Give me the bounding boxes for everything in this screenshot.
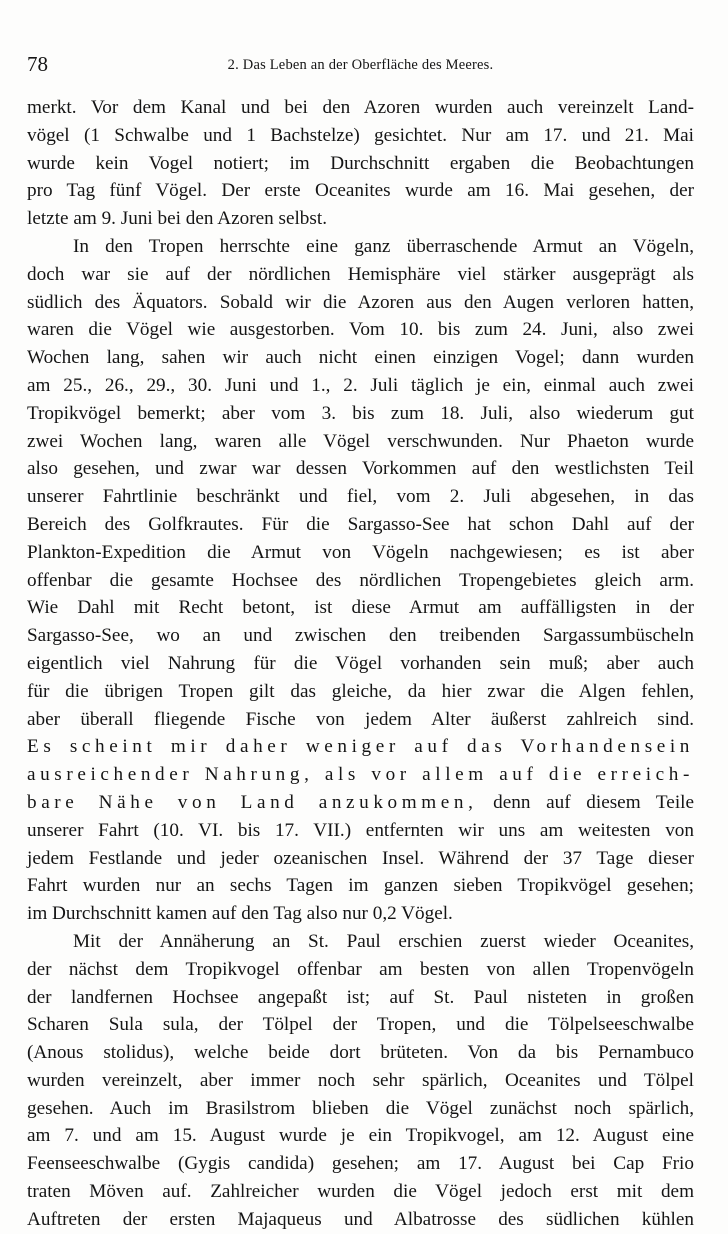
line-text: unserer Fahrtlinie beschränkt und fiel, vom 2. Juli abgesehen, in das <box>27 486 694 508</box>
line-text: Sargasso-See, wo an und zwischen den treibenden Sargassumbüscheln <box>27 625 694 647</box>
line-text: also gesehen, und zwar war dessen Vorkommen auf den westlichsten Teil <box>27 458 694 480</box>
line-text: gesehen. Auch im Brasilstrom blieben die Vögel zunächst noch spärlich, <box>27 1097 694 1119</box>
text-line <box>27 1095 694 1123</box>
line-text: In den Tropen herrschte eine ganz überraschende Armut an Vögeln, <box>73 235 694 257</box>
text-line <box>27 483 694 511</box>
text-line <box>27 344 694 372</box>
text-line <box>27 1039 694 1067</box>
text-line <box>27 678 694 706</box>
text-line <box>27 289 694 317</box>
line-text: pro Tag fünf Vögel. Der erste Oceanites wurde am 16. Mai gesehen, der <box>27 180 694 202</box>
text-line <box>27 594 694 622</box>
text-line <box>27 706 694 734</box>
line-text: (Anous stolidus), welche beide dort brüteten. Von da bis Pernambuco <box>27 1042 694 1064</box>
text-line <box>27 122 694 150</box>
line-text: Wie Dahl mit Recht betont, ist diese Armut am auffälligsten in der <box>27 597 694 619</box>
line-text: wurde kein Vogel notiert; im Durchschnitt ergaben die Beobachtungen <box>27 152 694 174</box>
line-text: Mit der Annäherung an St. Paul erschien zuerst wieder Oceanites, <box>73 930 694 952</box>
line-text: wurden vereinzelt, aber immer noch sehr spärlich, Oceanites und Tölpel <box>27 1069 694 1091</box>
line-text: Bereich des Golfkrautes. Für die Sargasso-See hat schon Dahl auf der <box>27 513 694 535</box>
line-text: denn auf diesem Teile <box>477 791 694 813</box>
body-text <box>27 94 694 1234</box>
spaced-emphasis-text: ausreichender Nahrung, als vor allem auf die erreich- <box>27 764 694 786</box>
line-text: Auftreten der ersten Majaqueus und Albatrosse des südlichen kühlen <box>27 1208 694 1230</box>
line-text: am 25., 26., 29., 30. Juni und 1., 2. Juli täglich je ein, einmal auch zwei <box>27 374 694 396</box>
text-line <box>27 817 694 845</box>
text-line <box>27 928 694 956</box>
text-line <box>27 761 694 789</box>
line-text: der landfernen Hochsee angepaßt ist; auf St. Paul nisteten in großen <box>27 986 694 1008</box>
line-text: waren die Vögel wie ausgestorben. Vom 10. bis zum 24. Juni, also zwei <box>27 319 694 341</box>
text-line <box>27 1122 694 1150</box>
text-line <box>27 205 694 233</box>
line-text: aber überall fliegende Fische von jedem Alter äußerst zahlreich sind. <box>27 708 694 730</box>
running-title: 2. Das Leben an der Oberfläche des Meeres. <box>227 57 494 73</box>
text-line <box>27 94 694 122</box>
text-line <box>27 733 694 761</box>
line-text: Fahrt wurden nur an sechs Tagen im ganzen sieben Tropikvögel gesehen; <box>27 875 694 897</box>
text-line <box>27 177 694 205</box>
line-text: am 7. und am 15. August wurde je ein Tropikvogel, am 12. August eine <box>27 1125 694 1147</box>
text-line <box>27 900 694 928</box>
line-text: merkt. Vor dem Kanal und bei den Azoren wurden auch vereinzelt Land- <box>27 97 694 118</box>
text-line <box>27 1067 694 1095</box>
spaced-emphasis-text: Es scheint mir daher weniger auf das Vorhandensein <box>27 736 694 758</box>
text-line <box>27 845 694 873</box>
line-text: für die übrigen Tropen gilt das gleiche, da hier zwar die Algen fehlen, <box>27 680 694 702</box>
line-text: doch war sie auf der nördlichen Hemisphäre viel stärker ausgeprägt als <box>27 263 694 285</box>
text-line <box>27 372 694 400</box>
text-line <box>27 956 694 984</box>
line-text: Scharen Sula sula, der Tölpel der Tropen, und die Tölpelseeschwalbe <box>27 1014 694 1036</box>
text-line <box>27 984 694 1012</box>
text-line <box>27 567 694 595</box>
text-line <box>27 539 694 567</box>
line-text: letzte am 9. Juni bei den Azoren selbst. <box>27 208 327 230</box>
line-text: südlich des Äquators. Sobald wir die Azoren aus den Augen verloren hatten, <box>27 291 694 313</box>
text-line <box>27 150 694 178</box>
text-line <box>27 511 694 539</box>
line-text: traten Möven auf. Zahlreicher wurden die Vögel jedoch erst mit dem <box>27 1181 694 1203</box>
line-text: Plankton-Expedition die Armut von Vögeln nachgewiesen; es ist aber <box>27 541 694 563</box>
spaced-emphasis-text: bare Nähe von Land anzukommen, <box>27 791 478 813</box>
text-line <box>27 872 694 900</box>
line-text: jedem Festlande und jeder ozeanischen Insel. Während der 37 Tage dieser <box>27 847 694 869</box>
text-line <box>27 233 694 261</box>
line-text: Wochen lang, sahen wir auch nicht einen einzigen Vogel; dann wurden <box>27 347 694 369</box>
text-line <box>27 650 694 678</box>
line-text: Feenseeschwalbe (Gygis candida) gesehen; am 17. August bei Cap Frio <box>27 1153 694 1175</box>
line-text: unserer Fahrt (10. VI. bis 17. VII.) entfernten wir uns am weitesten von <box>27 819 694 841</box>
line-text: vögel (1 Schwalbe und 1 Bachstelze) gesichtet. Nur am 17. und 21. Mai <box>27 124 694 146</box>
line-text: eigentlich viel Nahrung für die Vögel vorhanden sein muß; aber auch <box>27 652 694 674</box>
text-line <box>27 400 694 428</box>
line-text: im Durchschnitt kamen auf den Tag also nur 0,2 Vögel. <box>27 903 453 925</box>
page-header <box>27 52 694 80</box>
text-line <box>27 622 694 650</box>
text-line <box>27 1206 694 1234</box>
text-line <box>27 1178 694 1206</box>
text-line <box>27 455 694 483</box>
text-line <box>27 789 694 817</box>
text-line <box>27 1150 694 1178</box>
text-line <box>27 428 694 456</box>
line-text: offenbar die gesamte Hochsee des nördlichen Tropengebietes gleich arm. <box>27 569 694 591</box>
text-line <box>27 261 694 289</box>
line-text: Tropikvögel bemerkt; aber vom 3. bis zum 18. Juli, also wiederum gut <box>27 402 694 424</box>
page-number: 78 <box>27 52 48 76</box>
line-text: der nächst dem Tropikvogel offenbar am besten von allen Tropenvögeln <box>27 958 694 980</box>
text-line <box>27 316 694 344</box>
text-line <box>27 1011 694 1039</box>
line-text: zwei Wochen lang, waren alle Vögel verschwunden. Nur Phaeton wurde <box>27 430 694 452</box>
